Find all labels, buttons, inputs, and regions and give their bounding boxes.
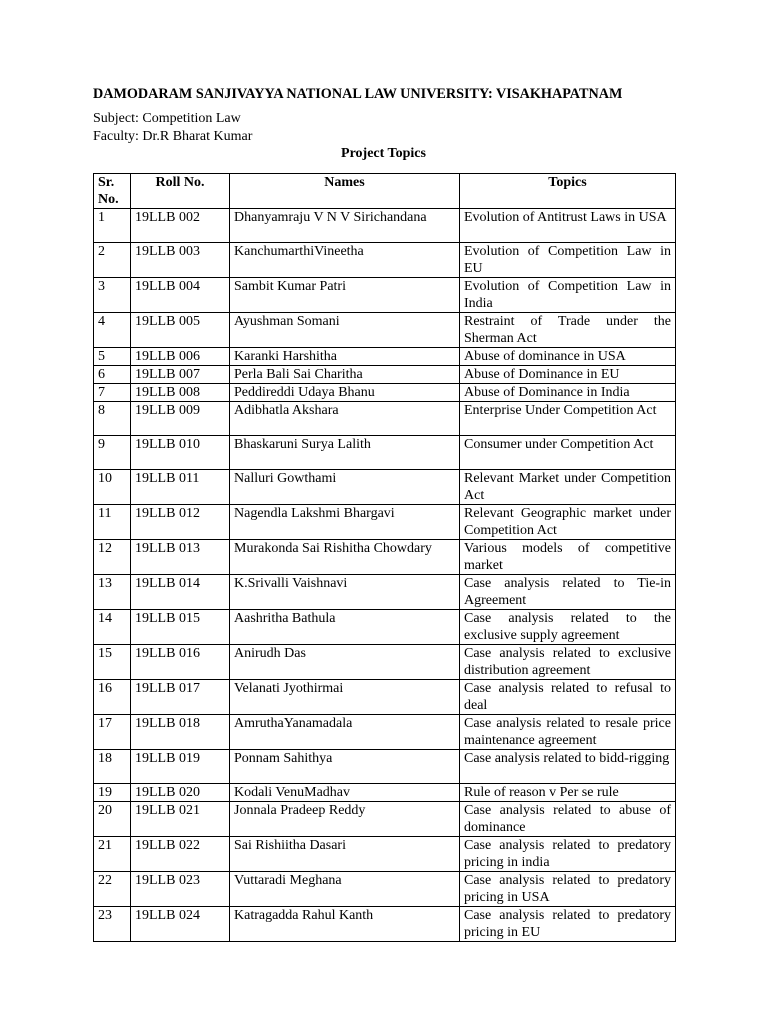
cell-name: Anirudh Das	[230, 645, 460, 680]
cell-name: Bhaskaruni Surya Lalith	[230, 436, 460, 470]
table-row	[94, 802, 676, 837]
cell-roll-no: 19LLB 019	[131, 750, 230, 784]
cell-name: Perla Bali Sai Charitha	[230, 366, 460, 384]
table-row	[94, 837, 676, 872]
cell-sr-no: 8	[94, 402, 131, 436]
table-row	[94, 907, 676, 942]
cell-topic: Abuse of Dominance in India	[460, 384, 676, 402]
cell-topic: Case analysis related to abuse of dominance	[460, 802, 676, 837]
cell-topic: Abuse of Dominance in EU	[460, 366, 676, 384]
cell-sr-no: 3	[94, 278, 131, 313]
subject-line: Subject: Competition Law	[93, 111, 241, 126]
cell-sr-no: 16	[94, 680, 131, 715]
table-row	[94, 348, 676, 366]
cell-topic: Evolution of Antitrust Laws in USA	[460, 209, 676, 243]
cell-sr-no: 4	[94, 313, 131, 348]
cell-name: Velanati Jyothirmai	[230, 680, 460, 715]
cell-sr-no: 6	[94, 366, 131, 384]
header-topics: Topics	[460, 174, 676, 209]
cell-name: Adibhatla Akshara	[230, 402, 460, 436]
cell-topic: Case analysis related to exclusive distribution agreement	[460, 645, 676, 680]
cell-roll-no: 19LLB 003	[131, 243, 230, 278]
cell-sr-no: 9	[94, 436, 131, 470]
table-row	[94, 209, 676, 243]
cell-roll-no: 19LLB 004	[131, 278, 230, 313]
cell-sr-no: 2	[94, 243, 131, 278]
cell-sr-no: 7	[94, 384, 131, 402]
cell-sr-no: 18	[94, 750, 131, 784]
cell-roll-no: 19LLB 010	[131, 436, 230, 470]
cell-topic: Relevant Market under Competition Act	[460, 470, 676, 505]
cell-sr-no: 14	[94, 610, 131, 645]
cell-sr-no: 20	[94, 802, 131, 837]
cell-topic: Case analysis related to bidd-rigging	[460, 750, 676, 784]
cell-sr-no: 23	[94, 907, 131, 942]
header-names: Names	[230, 174, 460, 209]
cell-roll-no: 19LLB 006	[131, 348, 230, 366]
cell-roll-no: 19LLB 009	[131, 402, 230, 436]
cell-sr-no: 17	[94, 715, 131, 750]
cell-roll-no: 19LLB 015	[131, 610, 230, 645]
project-topics-heading: Project Topics	[341, 146, 426, 161]
cell-topic: Various models of competitive market	[460, 540, 676, 575]
cell-roll-no: 19LLB 008	[131, 384, 230, 402]
cell-roll-no: 19LLB 016	[131, 645, 230, 680]
table-row	[94, 784, 676, 802]
table-header-row	[94, 174, 676, 209]
cell-roll-no: 19LLB 014	[131, 575, 230, 610]
cell-sr-no: 12	[94, 540, 131, 575]
cell-topic: Relevant Geographic market under Competition Act	[460, 505, 676, 540]
cell-name: Sai Rishiitha Dasari	[230, 837, 460, 872]
cell-topic: Case analysis related to refusal to deal	[460, 680, 676, 715]
cell-roll-no: 19LLB 018	[131, 715, 230, 750]
cell-topic: Case analysis related to predatory pricing in USA	[460, 872, 676, 907]
table-row	[94, 645, 676, 680]
cell-topic: Case analysis related to resale price maintenance agreement	[460, 715, 676, 750]
cell-name: Nalluri Gowthami	[230, 470, 460, 505]
table-row	[94, 313, 676, 348]
table-row	[94, 575, 676, 610]
cell-name: Sambit Kumar Patri	[230, 278, 460, 313]
cell-sr-no: 10	[94, 470, 131, 505]
cell-name: Ayushman Somani	[230, 313, 460, 348]
faculty-line: Faculty: Dr.R Bharat Kumar	[93, 129, 253, 144]
cell-name: Nagendla Lakshmi Bhargavi	[230, 505, 460, 540]
cell-roll-no: 19LLB 002	[131, 209, 230, 243]
table-row	[94, 680, 676, 715]
cell-name: Murakonda Sai Rishitha Chowdary	[230, 540, 460, 575]
cell-topic: Consumer under Competition Act	[460, 436, 676, 470]
cell-topic: Evolution of Competition Law in India	[460, 278, 676, 313]
cell-name: Kodali VenuMadhav	[230, 784, 460, 802]
cell-topic: Case analysis related to predatory pricing in india	[460, 837, 676, 872]
cell-name: KanchumarthiVineetha	[230, 243, 460, 278]
cell-topic: Evolution of Competition Law in EU	[460, 243, 676, 278]
cell-sr-no: 21	[94, 837, 131, 872]
cell-sr-no: 5	[94, 348, 131, 366]
table-row	[94, 436, 676, 470]
table-row	[94, 750, 676, 784]
cell-name: Jonnala Pradeep Reddy	[230, 802, 460, 837]
cell-roll-no: 19LLB 011	[131, 470, 230, 505]
cell-name: Karanki Harshitha	[230, 348, 460, 366]
table-row	[94, 470, 676, 505]
cell-roll-no: 19LLB 020	[131, 784, 230, 802]
table-row	[94, 384, 676, 402]
cell-roll-no: 19LLB 007	[131, 366, 230, 384]
cell-topic: Rule of reason v Per se rule	[460, 784, 676, 802]
project-topics-table	[93, 173, 676, 942]
cell-sr-no: 19	[94, 784, 131, 802]
cell-topic: Abuse of dominance in USA	[460, 348, 676, 366]
cell-name: Dhanyamraju V N V Sirichandana	[230, 209, 460, 243]
table-row	[94, 872, 676, 907]
cell-sr-no: 22	[94, 872, 131, 907]
cell-topic: Enterprise Under Competition Act	[460, 402, 676, 436]
header-sr-no: Sr. No.	[94, 174, 131, 209]
cell-roll-no: 19LLB 023	[131, 872, 230, 907]
cell-name: Ponnam Sahithya	[230, 750, 460, 784]
cell-name: Katragadda Rahul Kanth	[230, 907, 460, 942]
cell-sr-no: 13	[94, 575, 131, 610]
table-row	[94, 402, 676, 436]
cell-roll-no: 19LLB 012	[131, 505, 230, 540]
cell-name: Aashritha Bathula	[230, 610, 460, 645]
cell-name: Vuttaradi Meghana	[230, 872, 460, 907]
header-roll-no: Roll No.	[131, 174, 230, 209]
cell-name: Peddireddi Udaya Bhanu	[230, 384, 460, 402]
cell-sr-no: 1	[94, 209, 131, 243]
table-row	[94, 715, 676, 750]
cell-sr-no: 11	[94, 505, 131, 540]
cell-roll-no: 19LLB 005	[131, 313, 230, 348]
cell-topic: Case analysis related to predatory pricing in EU	[460, 907, 676, 942]
university-title: DAMODARAM SANJIVAYYA NATIONAL LAW UNIVERSITY: VISAKHAPATNAM	[93, 86, 623, 102]
table-row	[94, 540, 676, 575]
cell-roll-no: 19LLB 017	[131, 680, 230, 715]
table-row	[94, 243, 676, 278]
cell-topic: Case analysis related to the exclusive supply agreement	[460, 610, 676, 645]
cell-roll-no: 19LLB 013	[131, 540, 230, 575]
cell-roll-no: 19LLB 024	[131, 907, 230, 942]
cell-roll-no: 19LLB 021	[131, 802, 230, 837]
table-row	[94, 505, 676, 540]
table-row	[94, 610, 676, 645]
table-row	[94, 278, 676, 313]
cell-topic: Restraint of Trade under the Sherman Act	[460, 313, 676, 348]
cell-sr-no: 15	[94, 645, 131, 680]
cell-name: K.Srivalli Vaishnavi	[230, 575, 460, 610]
cell-topic: Case analysis related to Tie-in Agreement	[460, 575, 676, 610]
cell-name: AmruthaYanamadala	[230, 715, 460, 750]
cell-roll-no: 19LLB 022	[131, 837, 230, 872]
table-row	[94, 366, 676, 384]
